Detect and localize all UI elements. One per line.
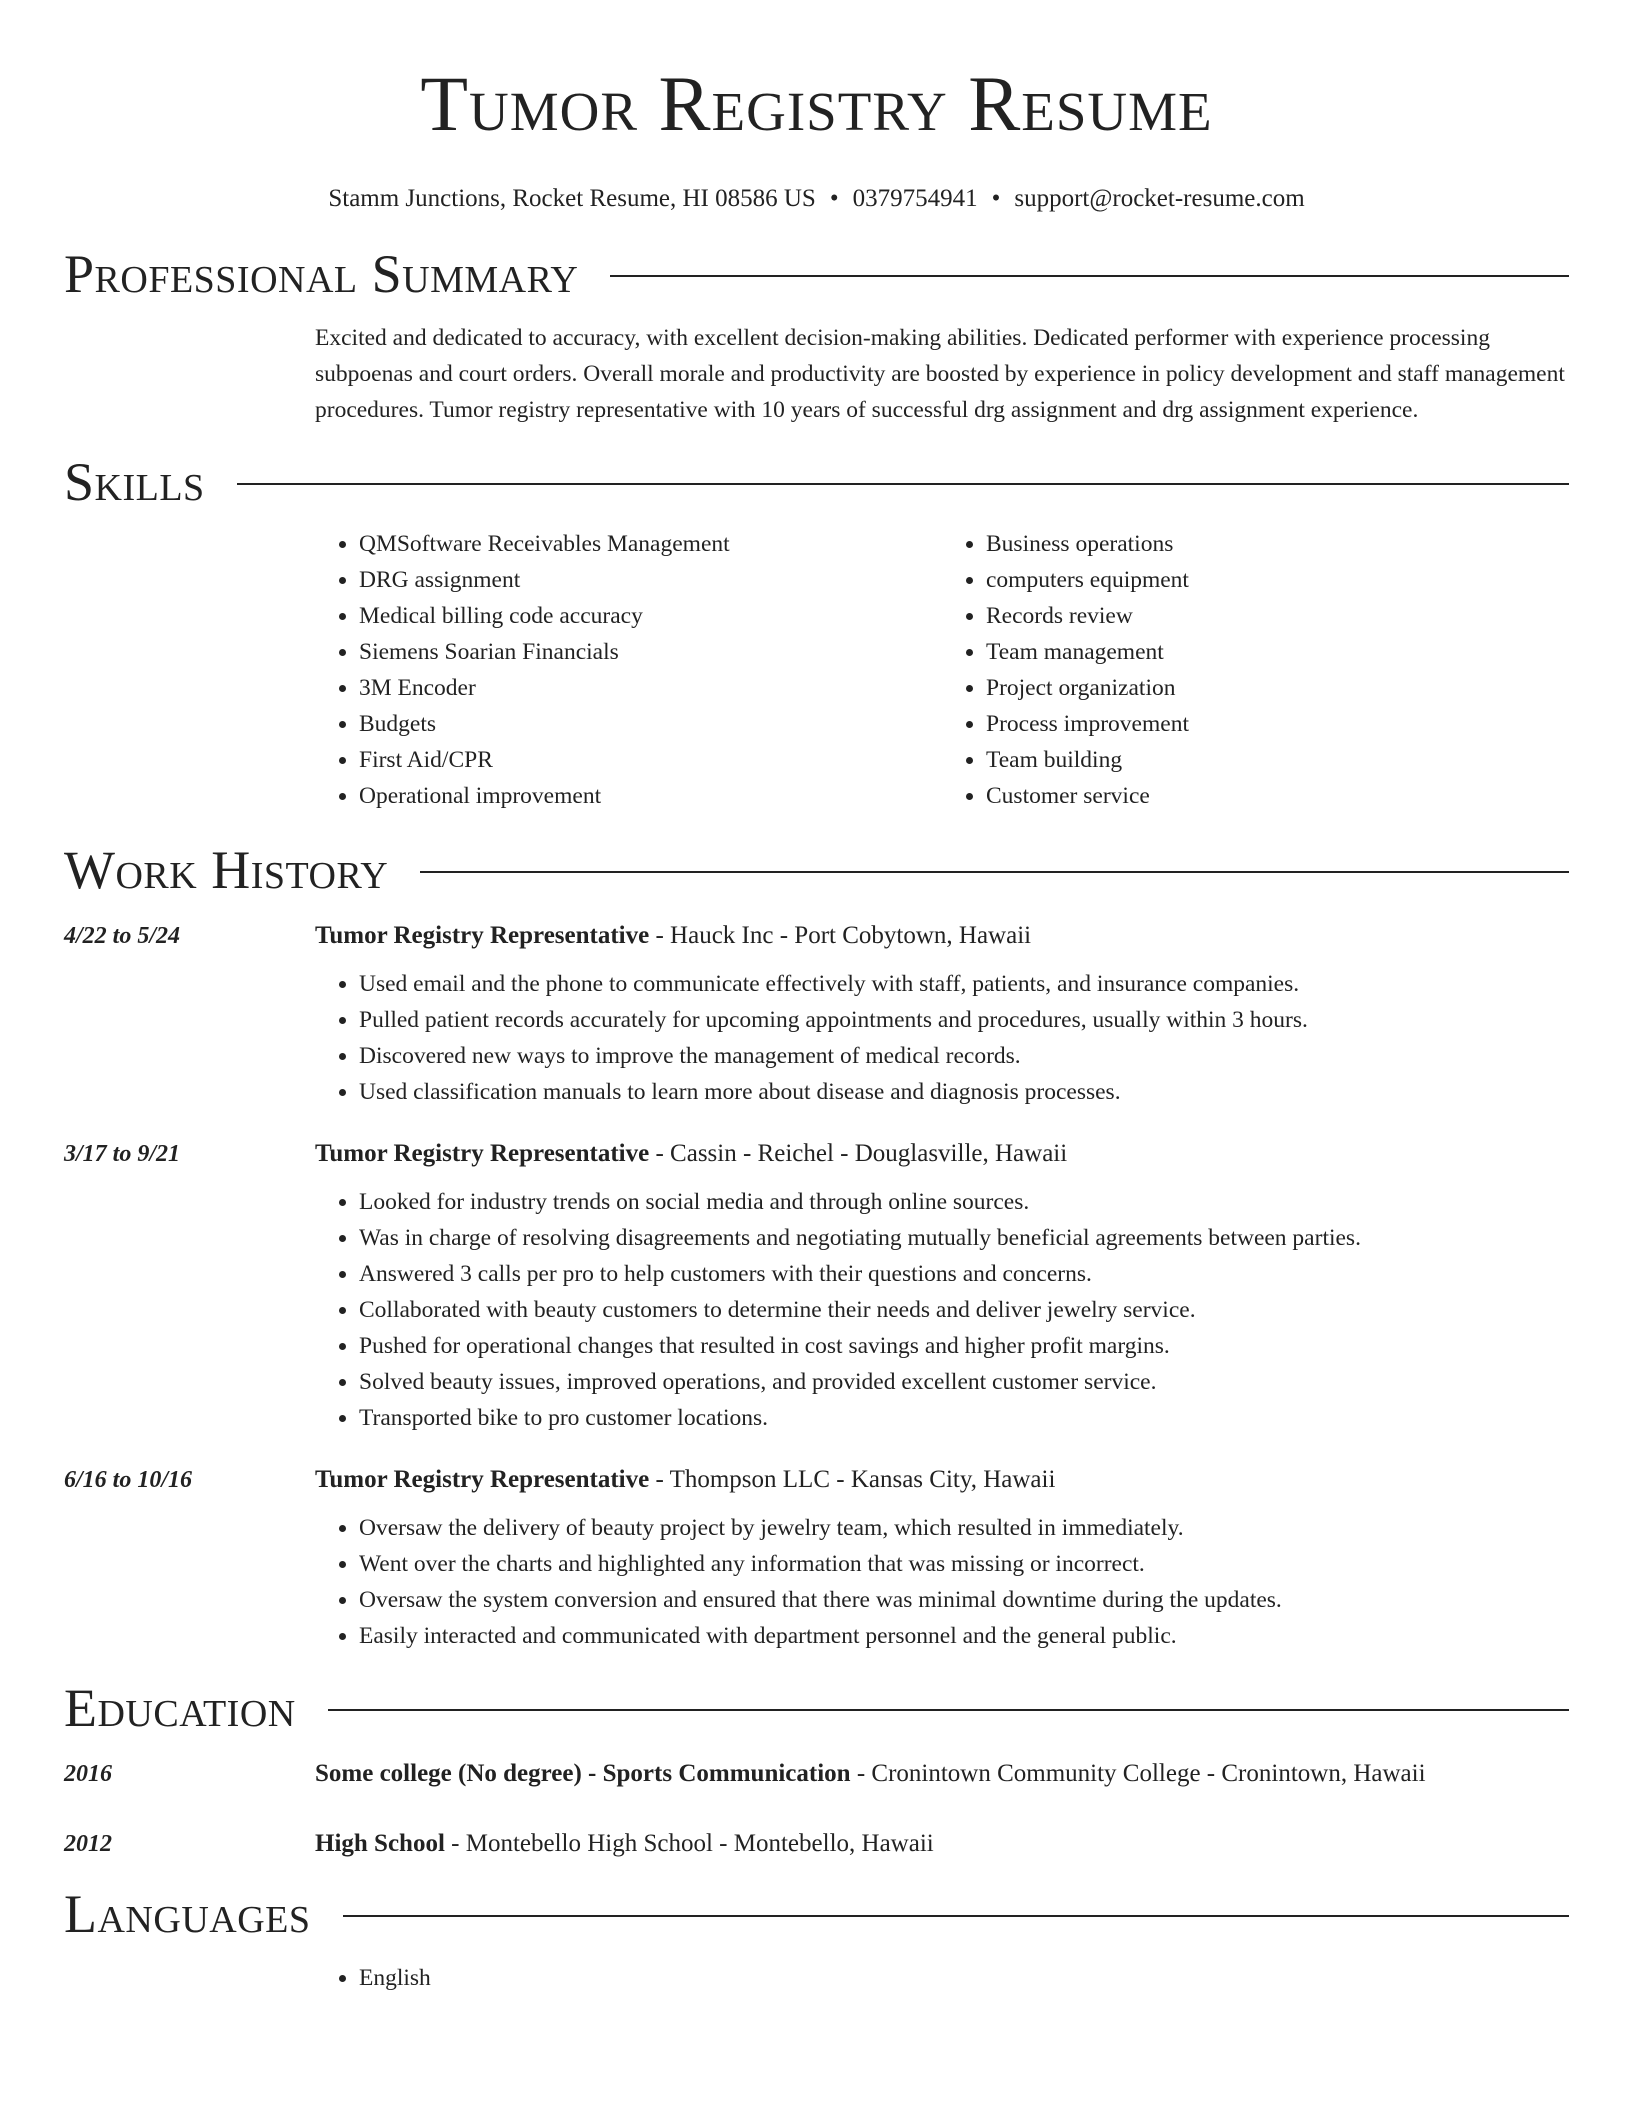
contact-separator: • <box>829 185 839 212</box>
job-bullet: • Oversaw the delivery of beauty project by jewelry team, which resulted in immediately. <box>359 1510 1569 1546</box>
skill-item: • Siemens Soarian Financials <box>359 634 942 670</box>
job-bullet: • Used email and the phone to communicate effectively with staff, patients, and insurance companies. <box>359 966 1569 1002</box>
contact-separator: • <box>991 185 1001 212</box>
job-heading <box>315 920 1031 952</box>
contact-email: support@rocket-resume.com <box>1014 185 1305 212</box>
summary-heading: Professional Summary <box>64 244 579 304</box>
section-divider <box>343 1915 1570 1917</box>
job-heading <box>315 1138 1067 1170</box>
skills-grid <box>315 526 1569 814</box>
education-heading-line <box>315 1758 1426 1790</box>
job-entry <box>64 920 1569 952</box>
skill-item: • Customer service <box>986 778 1569 814</box>
job-bullet: • Looked for industry trends on social media and through online sources. <box>359 1184 1569 1220</box>
contact-line <box>64 184 1569 214</box>
skills-column-left <box>315 526 942 814</box>
work-heading: Work History <box>64 840 389 900</box>
language-item: • English <box>359 1960 1569 1996</box>
job-heading <box>315 1464 1055 1496</box>
job-bullet: • Easily interacted and communicated with department personnel and the general public. <box>359 1618 1569 1654</box>
education-heading: Education <box>64 1678 296 1738</box>
skill-item: • Team building <box>986 742 1569 778</box>
education-section-header <box>64 1676 1569 1740</box>
skill-item: • Records review <box>986 598 1569 634</box>
education-degree: Some college (No degree) - Sports Communication <box>315 1760 851 1787</box>
education-year: 2012 <box>64 1831 112 1857</box>
work-section-header <box>64 838 1569 902</box>
languages-heading: Languages <box>64 1884 311 1944</box>
job-bullet: • Solved beauty issues, improved operations, and provided excellent customer service. <box>359 1364 1569 1400</box>
skills-heading: Skills <box>64 452 205 512</box>
job-company: - Cassin - Reichel - Douglasville, Hawaii <box>649 1140 1068 1167</box>
skill-item: • Process improvement <box>986 706 1569 742</box>
job-bullets <box>315 966 1569 1110</box>
skill-item: • Medical billing code accuracy <box>359 598 942 634</box>
skill-item: • Operational improvement <box>359 778 942 814</box>
job-bullets <box>315 1184 1569 1436</box>
contact-phone: 0379754941 <box>852 185 978 212</box>
skill-item: • computers equipment <box>986 562 1569 598</box>
job-entry <box>64 1464 1569 1496</box>
education-school: - Cronintown Community College - Cronintown, Hawaii <box>850 1760 1426 1787</box>
skill-item: • DRG assignment <box>359 562 942 598</box>
contact-address: Stamm Junctions, Rocket Resume, HI 08586 US <box>328 185 816 212</box>
education-entry <box>64 1758 1569 1790</box>
job-company: - Thompson LLC - Kansas City, Hawaii <box>649 1466 1056 1493</box>
education-year: 2016 <box>64 1761 112 1787</box>
education-entry <box>64 1828 1569 1860</box>
job-dates: 6/16 to 10/16 <box>64 1467 193 1493</box>
job-bullet: • Was in charge of resolving disagreements and negotiating mutually beneficial agreements between parties. <box>359 1220 1569 1256</box>
job-bullet: • Answered 3 calls per pro to help customers with their questions and concerns. <box>359 1256 1569 1292</box>
job-bullet: • Pulled patient records accurately for upcoming appointments and procedures, usually within 3 hours. <box>359 1002 1569 1038</box>
education-heading-line <box>315 1828 934 1860</box>
skills-section-header <box>64 450 1569 514</box>
job-bullets <box>315 1510 1569 1654</box>
section-divider <box>328 1709 1569 1711</box>
job-bullet: • Pushed for operational changes that resulted in cost savings and higher profit margins. <box>359 1328 1569 1364</box>
skill-item: • Team management <box>986 634 1569 670</box>
skill-item: • Budgets <box>359 706 942 742</box>
summary-section-header <box>64 242 1569 306</box>
job-bullet: • Oversaw the system conversion and ensured that there was minimal downtime during the updates. <box>359 1582 1569 1618</box>
summary-text: Excited and dedicated to accuracy, with excellent decision-making abilities. Dedicated performer with experience processing subpoenas and court orders. Overall morale and productivity are boosted by experience in policy development and staff management procedures. Tumor registry representative with 10 years of successful drg assignment and drg assignment experience. <box>315 325 1565 423</box>
section-divider <box>610 275 1569 277</box>
skill-item: • 3M Encoder <box>359 670 942 706</box>
job-dates: 4/22 to 5/24 <box>64 923 181 949</box>
languages-section-header <box>64 1882 1569 1946</box>
job-bullet: • Collaborated with beauty customers to determine their needs and deliver jewelry service. <box>359 1292 1569 1328</box>
job-title: Tumor Registry Representative <box>315 1466 650 1493</box>
job-title: Tumor Registry Representative <box>315 1140 650 1167</box>
job-bullet: • Used classification manuals to learn more about disease and diagnosis processes. <box>359 1074 1569 1110</box>
skill-item: • First Aid/CPR <box>359 742 942 778</box>
job-title: Tumor Registry Representative <box>315 922 650 949</box>
job-bullet: • Discovered new ways to improve the management of medical records. <box>359 1038 1569 1074</box>
job-company: - Hauck Inc - Port Cobytown, Hawaii <box>649 922 1032 949</box>
skill-item: • Project organization <box>986 670 1569 706</box>
skills-column-right <box>942 526 1569 814</box>
section-divider <box>420 871 1569 873</box>
education-school: - Montebello High School - Montebello, Hawaii <box>444 1830 934 1857</box>
job-entry <box>64 1138 1569 1170</box>
job-dates: 3/17 to 9/21 <box>64 1141 181 1167</box>
job-bullet: • Went over the charts and highlighted any information that was missing or incorrect. <box>359 1546 1569 1582</box>
skill-item: • Business operations <box>986 526 1569 562</box>
education-degree: High School <box>315 1830 445 1857</box>
section-divider <box>237 483 1569 485</box>
job-bullet: • Transported bike to pro customer locations. <box>359 1400 1569 1436</box>
skill-item: • QMSoftware Receivables Management <box>359 526 942 562</box>
resume-title: Tumor Registry Resume <box>420 60 1213 147</box>
languages-list <box>315 1960 1569 1996</box>
